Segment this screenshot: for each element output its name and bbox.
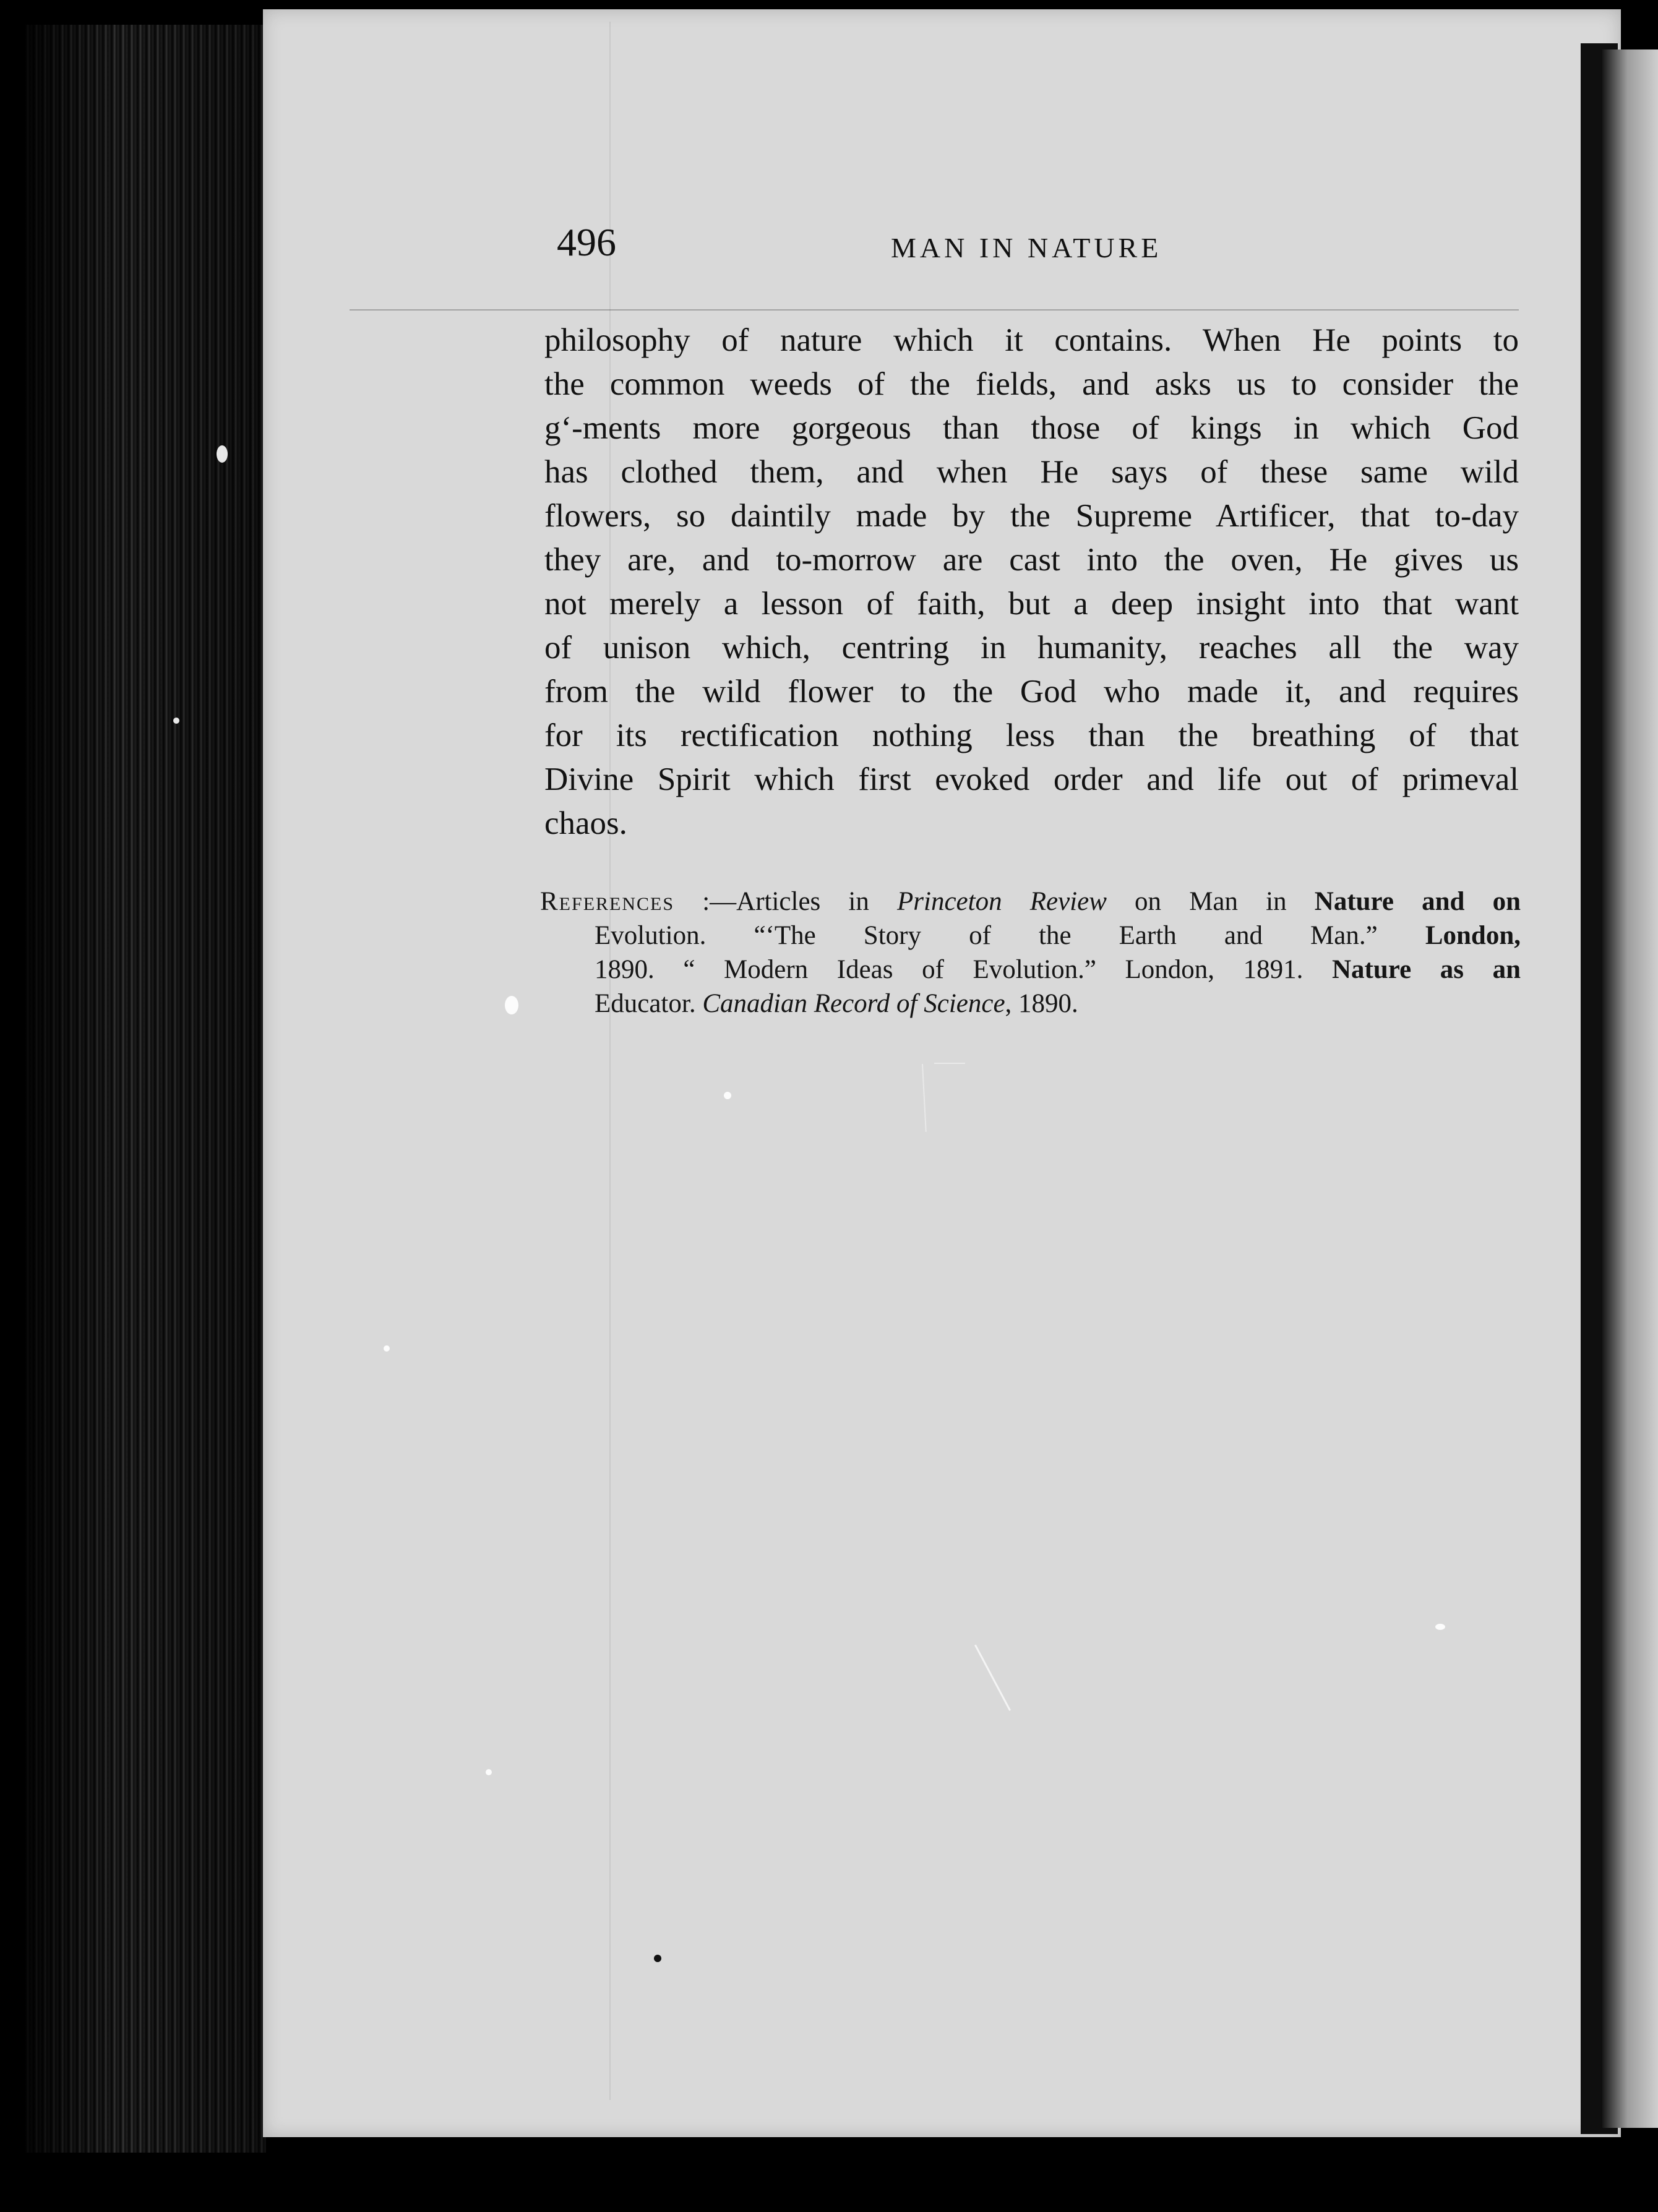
references-line xyxy=(540,987,1521,1021)
ink-dot xyxy=(654,1955,661,1962)
page-number: 496 xyxy=(557,220,616,264)
scan-speck xyxy=(173,718,179,724)
body-line: has clothed them, and when He says of these same wild xyxy=(544,454,1519,490)
scan-speck xyxy=(217,445,228,463)
references-text: Evolution. “‘The Story of the Earth and Man.” xyxy=(595,921,1425,950)
references-line xyxy=(540,919,1521,953)
header-rule xyxy=(350,309,1519,311)
book-page-edges xyxy=(25,25,266,2153)
journal-title: Princeton Review xyxy=(897,887,1107,916)
references-text: on Man in xyxy=(1106,887,1315,916)
references-text: Nature and on xyxy=(1314,887,1521,916)
body-line: the common weeds of the fields, and asks us to consider the xyxy=(544,366,1519,402)
references-text: :—Articles in xyxy=(674,887,898,916)
references-label: References xyxy=(540,887,675,916)
book-edge-shadow xyxy=(25,25,266,2153)
body-line: from the wild flower to the God who made it, and requires xyxy=(544,674,1519,709)
body-line: of unison which, centring in humanity, reaches all the way xyxy=(544,630,1519,666)
scan-speck xyxy=(384,1345,390,1352)
body-line: g‘-ments more gorgeous than those of kings in which God xyxy=(544,410,1519,446)
scan-speck xyxy=(505,996,518,1014)
running-title: MAN IN NATURE xyxy=(891,232,1162,264)
body-line: philosophy of nature which it contains. When He points to xyxy=(544,322,1519,358)
body-line: flowers, so daintily made by the Supreme Artificer, that to-day xyxy=(544,498,1519,534)
references-line xyxy=(540,953,1521,987)
references-text: 1890. “ Modern Ideas of Evolution.” London, 1891. xyxy=(595,955,1332,984)
references-note xyxy=(540,885,1521,1021)
body-line: chaos. xyxy=(544,805,627,841)
journal-title: Canadian Record of Science xyxy=(702,989,1005,1018)
scan-speck xyxy=(724,1092,731,1099)
body-line: they are, and to-morrow are cast into the oven, He gives us xyxy=(544,542,1519,578)
scan-scratch xyxy=(934,1063,965,1064)
body-line: Divine Spirit which first evoked order and life out of primeval xyxy=(544,761,1519,797)
references-text: London, xyxy=(1425,921,1521,950)
references-line xyxy=(540,885,1521,919)
scan-speck xyxy=(1435,1624,1445,1630)
next-page-edge xyxy=(1602,49,1658,2128)
body-paragraph xyxy=(544,319,1519,846)
references-text: , 1890. xyxy=(1005,989,1078,1018)
scan-speck xyxy=(486,1769,492,1775)
running-header xyxy=(557,220,1522,285)
body-line: not merely a lesson of faith, but a deep insight into that want xyxy=(544,586,1519,622)
references-text: Nature as an xyxy=(1331,955,1521,984)
references-text: Educator. xyxy=(595,989,703,1018)
body-line: for its rectification nothing less than the breathing of that xyxy=(544,718,1519,753)
